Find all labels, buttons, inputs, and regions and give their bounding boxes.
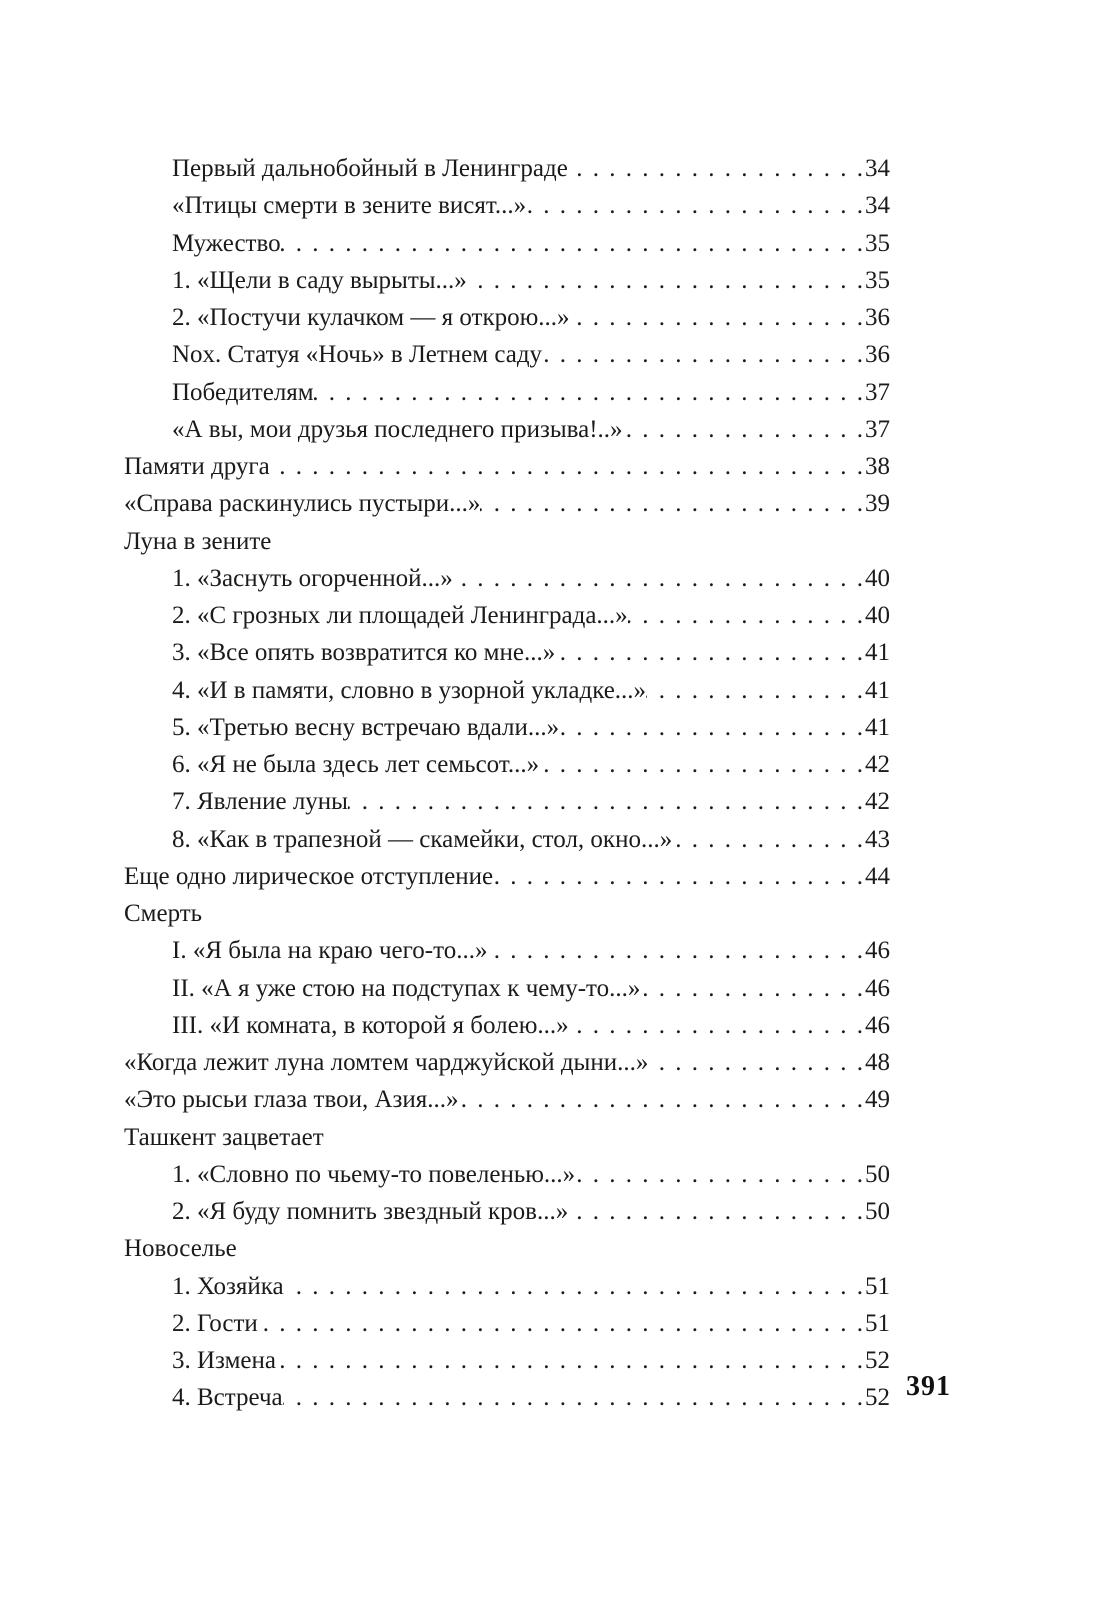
entry-title: 7. Явление луны — [172, 788, 348, 816]
dot-leader — [623, 411, 865, 448]
entry-title: Смерть — [124, 900, 203, 927]
entry-page: 44 — [865, 862, 890, 890]
toc-list — [124, 150, 890, 1417]
toc-entry — [124, 1007, 890, 1044]
entry-title: «Когда лежит луна ломтем чарджуйской дыни...» — [124, 1049, 649, 1076]
entry-title: «Справа раскинулись пустыри...» — [124, 490, 481, 518]
dot-leader — [559, 709, 865, 746]
toc-entry — [124, 1342, 890, 1379]
dot-leader — [467, 262, 865, 299]
entry-title: 1. «Щели в саду вырыты...» — [172, 266, 467, 294]
entry-title: «А вы, мои друзья последнего призыва!..» — [172, 415, 623, 443]
dot-leader — [648, 1044, 865, 1081]
toc-entry — [124, 1119, 890, 1156]
entry-title: 3. «Все опять возвратится ко мне...» — [172, 639, 556, 667]
toc-entry — [124, 1193, 890, 1230]
entry-page: 35 — [865, 229, 890, 257]
entry-page: 41 — [865, 639, 890, 667]
entry-title: Новоселье — [124, 1235, 237, 1263]
toc-entry — [124, 1156, 890, 1193]
dot-leader — [672, 821, 865, 858]
entry-title: «Птицы смерти в зените висят...» — [172, 192, 527, 220]
entry-page: 41 — [865, 713, 890, 741]
toc-entry — [124, 225, 890, 262]
entry-page: 38 — [865, 453, 890, 480]
toc-entry — [124, 597, 890, 634]
toc-entry — [124, 1268, 890, 1305]
dot-leader — [348, 783, 865, 820]
entry-title: Еще одно лирическое отступление — [124, 862, 494, 890]
dot-leader — [487, 932, 865, 969]
dot-leader — [640, 970, 865, 1007]
dot-leader — [453, 560, 865, 597]
toc-entry — [124, 1230, 890, 1267]
toc-entry — [124, 895, 890, 932]
entry-page: 46 — [865, 974, 890, 1002]
toc-entry — [124, 262, 890, 299]
toc-entry — [124, 411, 890, 448]
entry-page: 36 — [865, 304, 890, 331]
dot-leader — [575, 1156, 865, 1193]
dot-leader — [542, 336, 865, 373]
page-number: 391 — [906, 1371, 951, 1402]
toc-entry — [124, 523, 890, 560]
toc-entry — [124, 150, 890, 187]
dot-leader — [459, 1081, 865, 1118]
entry-title: «Это рысьи глаза твои, Азия...» — [124, 1086, 459, 1114]
entry-page: 40 — [865, 564, 890, 592]
entry-page: 36 — [865, 341, 890, 369]
entry-title: Ташкент зацветает — [124, 1123, 324, 1151]
entry-title: Мужество — [172, 229, 281, 257]
entry-page: 34 — [865, 155, 890, 182]
dot-leader — [568, 1193, 865, 1230]
entry-page: 50 — [865, 1160, 890, 1188]
entry-title: 2. Гости — [172, 1309, 258, 1337]
dot-leader — [281, 225, 865, 262]
dot-leader — [555, 634, 865, 671]
entry-title: Луна в зените — [124, 527, 272, 555]
entry-title: Nox. Статуя «Ночь» в Летнем саду — [172, 341, 543, 369]
entry-title: 1. Хозяйка — [172, 1272, 284, 1300]
toc-entry — [124, 448, 890, 485]
dot-leader — [646, 672, 865, 709]
entry-title: Памяти друга — [124, 453, 270, 480]
toc-entry — [124, 821, 890, 858]
entry-page: 48 — [865, 1049, 890, 1076]
dot-leader — [276, 1342, 865, 1379]
entry-page: 51 — [865, 1272, 890, 1300]
entry-page: 51 — [865, 1309, 890, 1337]
toc-entry — [124, 485, 890, 522]
entry-title: 3. Измена — [172, 1347, 276, 1374]
entry-page: 50 — [865, 1198, 890, 1225]
toc-entry — [124, 709, 890, 746]
toc-entry — [124, 560, 890, 597]
entry-title: 4. «И в памяти, словно в узорной укладке...» — [172, 676, 647, 704]
entry-title: I. «Я была на краю чего-то...» — [172, 937, 488, 965]
toc-entry — [124, 1305, 890, 1342]
entry-page: 46 — [865, 937, 890, 965]
toc-entry — [124, 1044, 890, 1081]
toc-entry — [124, 634, 890, 671]
entry-title: 2. «Я буду помнить звездный кров...» — [172, 1198, 569, 1225]
dot-leader — [258, 1305, 865, 1342]
entry-title: 6. «Я не была здесь лет семьсот...» — [172, 751, 540, 778]
toc-entry — [124, 672, 890, 709]
dot-leader — [493, 858, 865, 895]
toc-entry — [124, 1081, 890, 1118]
toc-entry — [124, 336, 890, 373]
entry-page: 42 — [865, 788, 890, 816]
dot-leader — [480, 485, 865, 522]
toc-entry — [124, 374, 890, 411]
dot-leader — [569, 1007, 865, 1044]
toc-entry — [124, 783, 890, 820]
entry-page: 46 — [865, 1011, 890, 1039]
entry-page: 37 — [865, 415, 890, 443]
entry-page: 35 — [865, 266, 890, 294]
dot-leader — [283, 1379, 865, 1416]
entry-title: 1. «Заснуть огорченной...» — [172, 564, 453, 592]
toc-entry — [124, 970, 890, 1007]
toc-entry — [124, 1379, 890, 1416]
entry-title: Первый дальнобойный в Ленинграде — [172, 155, 568, 182]
toc-entry — [124, 187, 890, 224]
entry-title: 2. «С грозных ли площадей Ленинграда...» — [172, 602, 628, 629]
dot-leader — [570, 299, 865, 336]
entry-page: 34 — [865, 192, 890, 220]
entry-page: 52 — [865, 1384, 890, 1412]
dot-leader — [284, 1268, 865, 1305]
entry-title: 2. «Постучи кулачком — я открою...» — [172, 304, 570, 331]
dot-leader — [314, 374, 865, 411]
dot-leader — [568, 150, 865, 187]
dot-leader — [539, 746, 865, 783]
entry-title: 8. «Как в трапезной — скамейки, стол, окно...» — [172, 825, 673, 853]
dot-leader — [526, 187, 865, 224]
toc-entry — [124, 746, 890, 783]
toc-entry — [124, 932, 890, 969]
entry-page: 49 — [865, 1086, 890, 1114]
entry-page: 39 — [865, 490, 890, 518]
entry-title: 4. Встреча — [172, 1384, 283, 1412]
entry-page: 42 — [865, 751, 890, 778]
toc-entry — [124, 299, 890, 336]
entry-title: III. «И комната, в которой я болею...» — [172, 1011, 569, 1039]
dot-leader — [628, 597, 865, 634]
entry-title: II. «А я уже стою на подступах к чему-то...» — [172, 974, 641, 1002]
entry-page: 37 — [865, 378, 890, 406]
entry-page: 43 — [865, 825, 890, 853]
entry-page: 52 — [865, 1347, 890, 1374]
entry-title: 1. «Словно по чьему-то повеленью...» — [172, 1160, 576, 1188]
dot-leader — [270, 448, 865, 485]
entry-title: Победителям — [172, 378, 314, 406]
entry-title: 5. «Третью весну встречаю вдали...» — [172, 713, 560, 741]
entry-page: 41 — [865, 676, 890, 704]
toc-entry — [124, 858, 890, 895]
entry-page: 40 — [865, 602, 890, 629]
